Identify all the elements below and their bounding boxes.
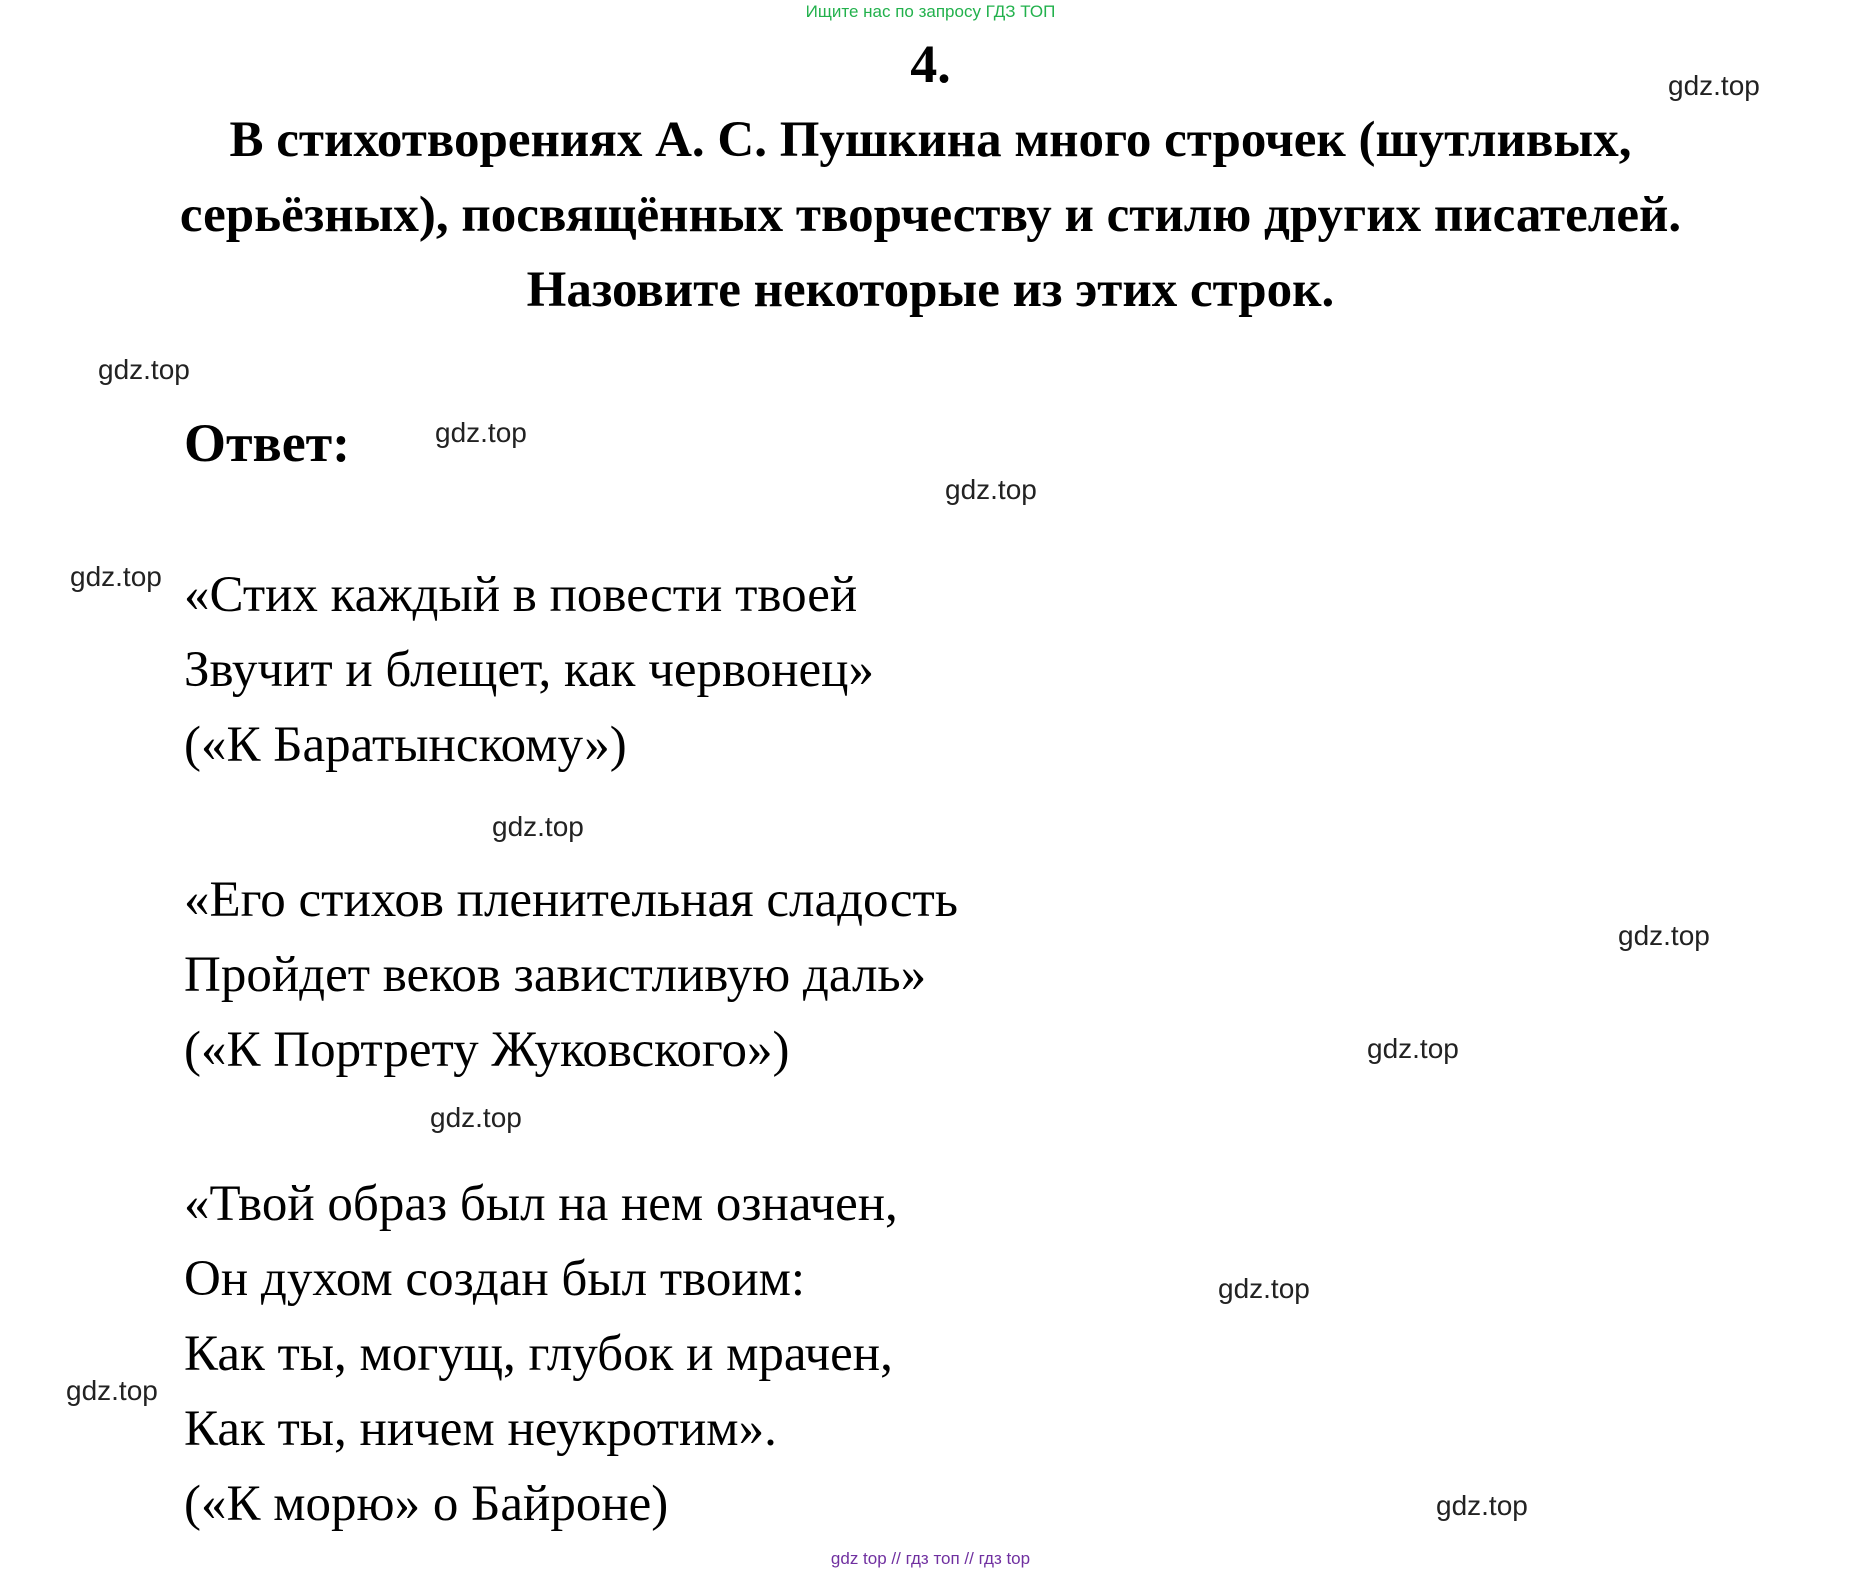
quote-stanza-zhukovsky [184,863,958,1088]
watermark: gdz.top [1367,1033,1459,1064]
quote-line: «Стих каждый в повести твоей [184,567,858,623]
quote-line: Он духом создан был твоим: [184,1251,806,1307]
watermark: gdz.top [1618,920,1710,951]
question-line: В стихотворениях А. С. Пушкина много строчек (шутливых, [229,112,1632,168]
watermark: gdz.top [1436,1490,1528,1521]
quote-line: «Твой образ был на нем означен, [184,1176,898,1232]
quote-line: Звучит и блещет, как червонец» [184,642,874,698]
search-hint-link[interactable]: Ищите нас по запросу ГДЗ ТОП [805,2,1056,21]
question-line: серьёзных), посвящённых творчеству и стилю других писателей. [179,187,1682,243]
task-number: 4. [910,34,951,94]
watermark: gdz.top [945,474,1037,505]
watermark: gdz.top [70,561,162,592]
footer-links[interactable]: gdz top // гдз топ // гдз top [830,1549,1031,1568]
watermark: gdz.top [1218,1273,1310,1304]
quote-source: («К Баратынскому») [184,717,627,773]
watermark: gdz.top [98,354,190,385]
watermark: gdz.top [1668,70,1760,101]
task-question [40,103,1821,328]
quote-source: («К морю» о Байроне) [184,1476,669,1532]
watermark: gdz.top [66,1375,158,1406]
question-line: Назовите некоторые из этих строк. [526,262,1335,318]
watermark: gdz.top [492,811,584,842]
watermark: gdz.top [430,1102,522,1133]
quote-line: «Его стихов пленительная сладость [184,872,959,928]
quote-line: Как ты, ничем неукротим». [184,1401,777,1457]
quote-line: Как ты, могущ, глубок и мрачен, [184,1326,893,1382]
quote-line: Пройдет веков завистливую даль» [184,947,927,1003]
quote-stanza-baratynsky [184,558,874,783]
quote-stanza-byron [184,1167,898,1542]
quote-source: («К Портрету Жуковского») [184,1022,790,1078]
watermark: gdz.top [435,417,527,448]
answer-label: Ответ: [184,413,351,473]
